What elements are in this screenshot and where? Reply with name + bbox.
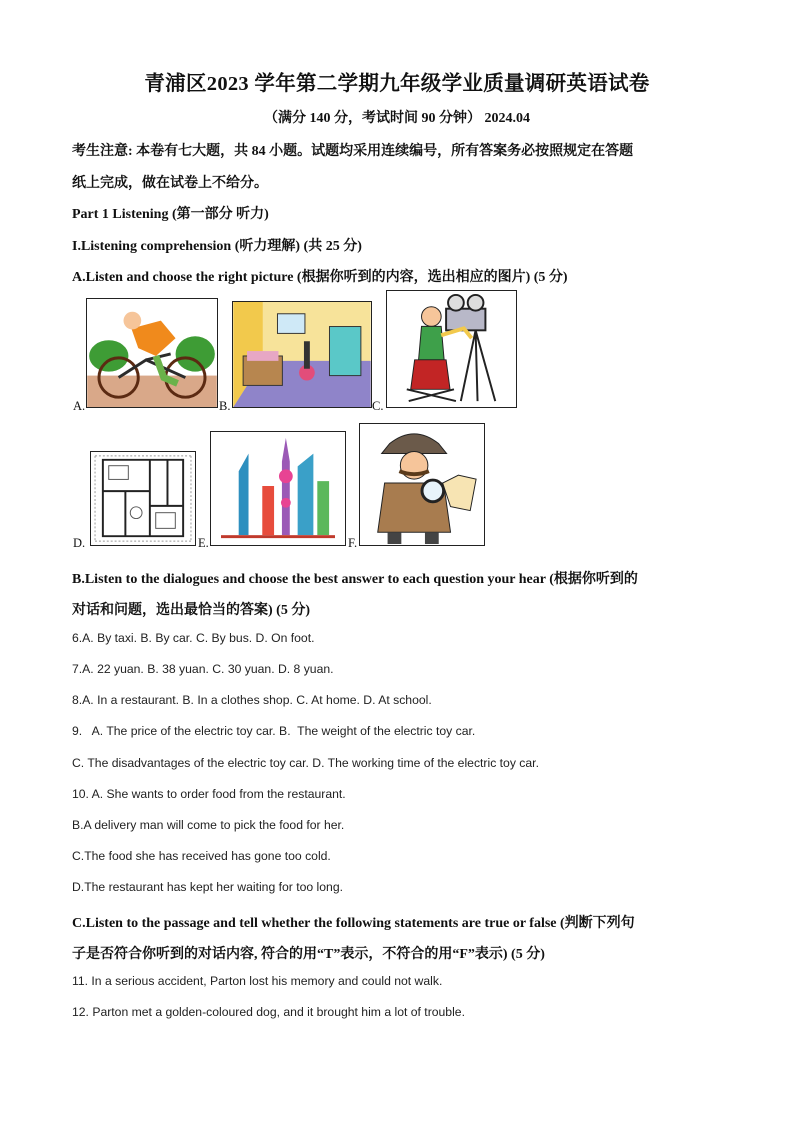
cameraman-icon bbox=[386, 290, 517, 408]
question-10-c: C.The food she has received has gone too cold. bbox=[72, 849, 331, 863]
sectionB-title-line2: 对话和问题，选出最恰当的答案) (5 分) bbox=[72, 603, 310, 618]
picture-label-f: F. bbox=[348, 536, 358, 550]
sectionB-title-line1: B.Listen to the dialogues and choose the best answer to each question your hear (根据你听到的 bbox=[72, 572, 638, 587]
notice-line-2: 纸上完成，做在试卷上不给分。 bbox=[72, 176, 268, 191]
question-10-a: 10. A. She wants to order food from the restaurant. bbox=[72, 787, 346, 801]
question-9-line2: C. The disadvantages of the electric toy car. D. The working time of the electric toy car. bbox=[72, 756, 539, 770]
bedroom-icon bbox=[232, 301, 372, 408]
picture-label-e: E. bbox=[198, 536, 209, 550]
page-title: 青浦区2023 学年第二学期九年级学业质量调研英语试卷 bbox=[144, 73, 650, 95]
question-10-d: D.The restaurant has kept her waiting for too long. bbox=[72, 880, 343, 894]
sectionC-title-line2: 子是否符合你听到的对话内容, 符合的用“T”表示，不符合的用“F”表示) (5 分) bbox=[72, 947, 545, 962]
city-skyline-icon bbox=[210, 431, 346, 546]
picture-label-a: A. bbox=[73, 399, 86, 413]
picture-label-c: C. bbox=[372, 399, 384, 413]
floor-plan-icon bbox=[90, 451, 196, 546]
question-6: 6.A. By taxi. B. By car. C. By bus. D. On foot. bbox=[72, 631, 315, 645]
exam-subtitle: （满分 140 分，考试时间 90 分钟） 2024.04 bbox=[264, 111, 530, 126]
question-12: 12. Parton met a golden-coloured dog, and it brought him a lot of trouble. bbox=[72, 1005, 465, 1019]
picture-label-b: B. bbox=[219, 399, 231, 413]
question-8: 8.A. In a restaurant. B. In a clothes shop. C. At home. D. At school. bbox=[72, 693, 432, 707]
sectionC-title-line1: C.Listen to the passage and tell whether the following statements are true or false (判断下列句 bbox=[72, 916, 635, 931]
sectionA-title: A.Listen and choose the right picture (根据你听到的内容，选出相应的图片) (5 分) bbox=[72, 270, 568, 285]
section1-title: I.Listening comprehension (听力理解) (共 25 分) bbox=[72, 239, 362, 254]
cyclist-icon bbox=[86, 298, 218, 408]
detective-icon bbox=[359, 423, 485, 546]
notice-line-1: 考生注意: 本卷有七大题，共 84 小题。试题均采用连续编号，所有答案务必按照规定在答题 bbox=[72, 144, 634, 159]
picture-label-d: D. bbox=[73, 536, 86, 550]
question-9-line1: 9. A. The price of the electric toy car. B. The weight of the electric toy car. bbox=[72, 724, 476, 738]
question-10-b: B.A delivery man will come to pick the food for her. bbox=[72, 818, 345, 832]
question-11: 11. In a serious accident, Parton lost his memory and could not walk. bbox=[72, 974, 443, 988]
question-7: 7.A. 22 yuan. B. 38 yuan. C. 30 yuan. D. 8 yuan. bbox=[72, 662, 334, 676]
part1-title: Part 1 Listening (第一部分 听力) bbox=[72, 207, 269, 222]
